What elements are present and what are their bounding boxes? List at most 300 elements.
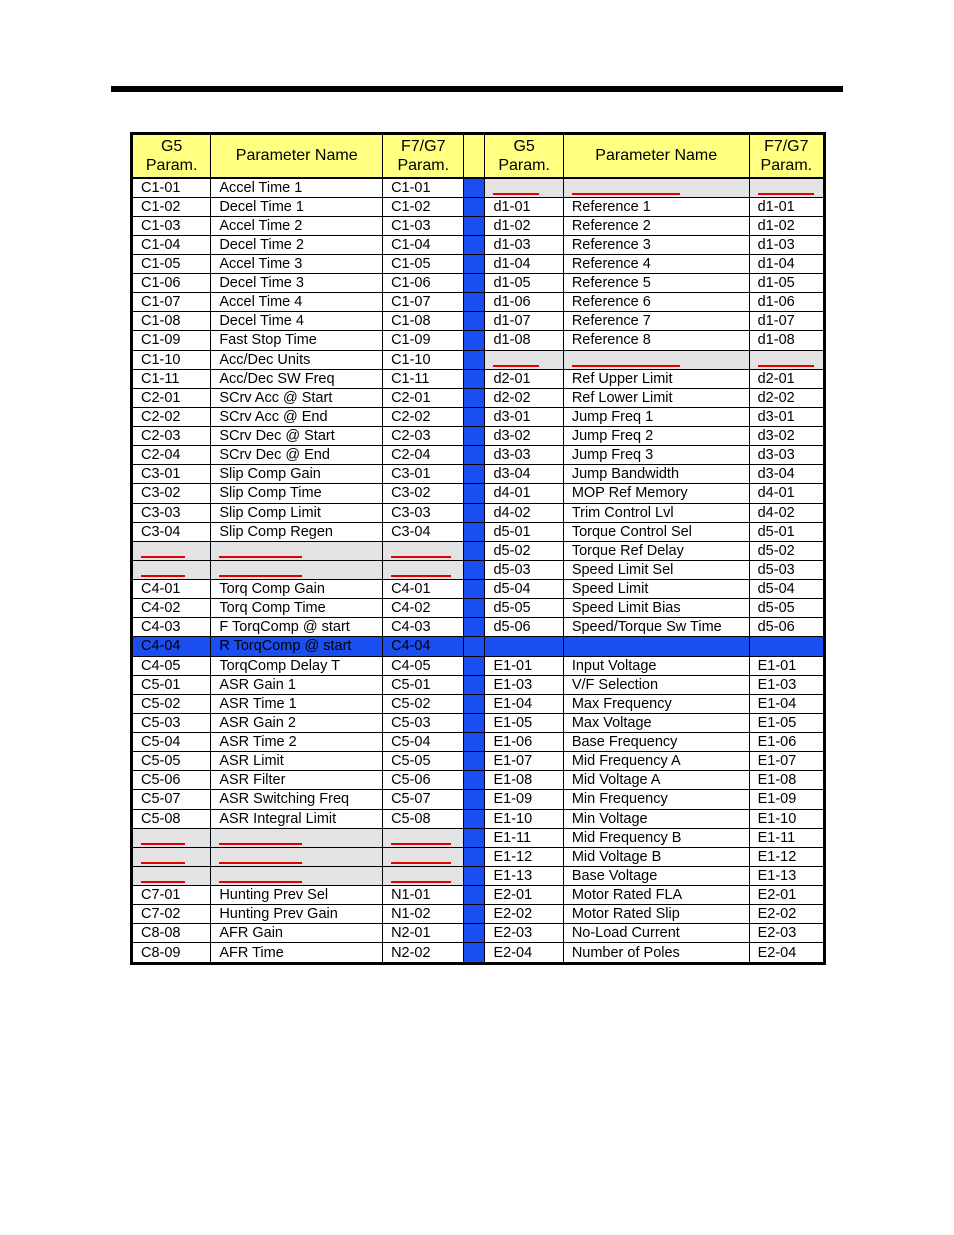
f7g7-param-cell: d2-01 bbox=[749, 369, 824, 388]
table-row bbox=[132, 407, 825, 426]
placeholder-underline bbox=[141, 575, 185, 577]
g5-param-cell: C4-03 bbox=[132, 618, 211, 637]
f7g7-param-cell: d1-01 bbox=[749, 197, 824, 216]
f7g7-param-cell: C2-01 bbox=[383, 388, 464, 407]
g5-param-cell: C1-10 bbox=[132, 350, 211, 369]
table-row bbox=[132, 369, 825, 388]
table-row bbox=[132, 197, 825, 216]
f7g7-param-cell bbox=[749, 350, 824, 369]
column-separator bbox=[464, 771, 485, 790]
column-separator bbox=[464, 694, 485, 713]
f7g7-param-cell: C1-01 bbox=[383, 178, 464, 198]
parameter-name-cell: Torque Control Sel bbox=[563, 522, 749, 541]
parameter-name-cell: Max Voltage bbox=[563, 713, 749, 732]
g5-param-cell: C1-02 bbox=[132, 197, 211, 216]
g5-param-cell: d1-05 bbox=[485, 274, 563, 293]
column-separator bbox=[464, 134, 485, 178]
g5-param-cell: E1-09 bbox=[485, 790, 563, 809]
parameter-name-cell: Motor Rated Slip bbox=[563, 905, 749, 924]
g5-param-cell: C1-06 bbox=[132, 274, 211, 293]
table-row bbox=[132, 254, 825, 273]
g5-param-cell: C4-04 bbox=[132, 637, 211, 656]
g5-param-cell: C3-02 bbox=[132, 484, 211, 503]
f7g7-param-cell bbox=[749, 637, 824, 656]
f7g7-param-cell: C1-04 bbox=[383, 235, 464, 254]
parameter-name-cell: Reference 7 bbox=[563, 312, 749, 331]
g5-param-cell bbox=[485, 178, 563, 198]
f7g7-param-cell: N1-02 bbox=[383, 905, 464, 924]
column-separator bbox=[464, 331, 485, 350]
f7g7-param-cell: C1-07 bbox=[383, 293, 464, 312]
f7g7-param-cell: d3-04 bbox=[749, 465, 824, 484]
parameter-name-cell bbox=[211, 866, 383, 885]
parameter-name-cell: Min Voltage bbox=[563, 809, 749, 828]
f7g7-param-cell: C1-03 bbox=[383, 216, 464, 235]
g5-param-cell: C4-02 bbox=[132, 599, 211, 618]
f7g7-param-cell: E1-03 bbox=[749, 675, 824, 694]
g5-param-cell bbox=[132, 866, 211, 885]
header-g5-param-right: G5 Param. bbox=[485, 134, 563, 178]
parameter-name-cell: Torque Ref Delay bbox=[563, 541, 749, 560]
parameter-name-cell: Speed Limit Sel bbox=[563, 560, 749, 579]
parameter-name-cell: No-Load Current bbox=[563, 924, 749, 943]
placeholder-underline bbox=[758, 365, 814, 367]
placeholder-underline bbox=[141, 843, 185, 845]
table-row bbox=[132, 427, 825, 446]
parameter-name-cell: Motor Rated FLA bbox=[563, 886, 749, 905]
f7g7-param-cell: C5-03 bbox=[383, 713, 464, 732]
g5-param-cell: d2-02 bbox=[485, 388, 563, 407]
parameter-name-cell: SCrv Dec @ End bbox=[211, 446, 383, 465]
f7g7-param-cell: d3-03 bbox=[749, 446, 824, 465]
column-separator bbox=[464, 407, 485, 426]
parameter-name-cell bbox=[211, 828, 383, 847]
parameter-cross-reference-table bbox=[130, 132, 826, 965]
f7g7-param-cell: C5-06 bbox=[383, 771, 464, 790]
parameter-name-cell: Torq Comp Time bbox=[211, 599, 383, 618]
g5-param-cell: C3-03 bbox=[132, 503, 211, 522]
g5-param-cell: d3-02 bbox=[485, 427, 563, 446]
f7g7-param-cell: C4-04 bbox=[383, 637, 464, 656]
f7g7-param-cell: C5-08 bbox=[383, 809, 464, 828]
g5-param-cell: E1-07 bbox=[485, 752, 563, 771]
parameter-name-cell: ASR Switching Freq bbox=[211, 790, 383, 809]
parameter-name-cell: ASR Gain 1 bbox=[211, 675, 383, 694]
f7g7-param-cell: C2-04 bbox=[383, 446, 464, 465]
table-row bbox=[132, 560, 825, 579]
g5-param-cell: d3-04 bbox=[485, 465, 563, 484]
placeholder-underline bbox=[391, 862, 451, 864]
g5-param-cell bbox=[485, 350, 563, 369]
column-separator bbox=[464, 369, 485, 388]
f7g7-param-cell: d4-02 bbox=[749, 503, 824, 522]
parameter-name-cell: Reference 5 bbox=[563, 274, 749, 293]
f7g7-param-cell: d1-05 bbox=[749, 274, 824, 293]
f7g7-param-cell: E2-03 bbox=[749, 924, 824, 943]
column-separator bbox=[464, 235, 485, 254]
parameter-name-cell bbox=[211, 847, 383, 866]
table-row bbox=[132, 599, 825, 618]
g5-param-cell bbox=[132, 560, 211, 579]
parameter-name-cell: Ref Upper Limit bbox=[563, 369, 749, 388]
g5-param-cell: d3-03 bbox=[485, 446, 563, 465]
g5-param-cell: C1-07 bbox=[132, 293, 211, 312]
header-row bbox=[132, 134, 825, 178]
g5-param-cell: C4-05 bbox=[132, 656, 211, 675]
column-separator bbox=[464, 522, 485, 541]
f7g7-param-cell: C3-03 bbox=[383, 503, 464, 522]
parameter-name-cell: Hunting Prev Gain bbox=[211, 905, 383, 924]
parameter-name-cell bbox=[211, 560, 383, 579]
placeholder-underline bbox=[493, 193, 539, 195]
f7g7-param-cell: C2-03 bbox=[383, 427, 464, 446]
g5-param-cell: C1-08 bbox=[132, 312, 211, 331]
placeholder-underline bbox=[141, 881, 185, 883]
g5-param-cell: d1-02 bbox=[485, 216, 563, 235]
g5-param-cell: C3-01 bbox=[132, 465, 211, 484]
parameter-name-cell: Mid Voltage A bbox=[563, 771, 749, 790]
f7g7-param-cell: E1-09 bbox=[749, 790, 824, 809]
g5-param-cell: E2-04 bbox=[485, 943, 563, 964]
parameter-name-cell: Decel Time 3 bbox=[211, 274, 383, 293]
f7g7-param-cell: N2-01 bbox=[383, 924, 464, 943]
g5-param-cell: C2-04 bbox=[132, 446, 211, 465]
parameter-name-cell: Min Frequency bbox=[563, 790, 749, 809]
parameter-name-cell: Jump Freq 3 bbox=[563, 446, 749, 465]
f7g7-param-cell: N1-01 bbox=[383, 886, 464, 905]
parameter-name-cell: Jump Bandwidth bbox=[563, 465, 749, 484]
parameter-name-cell: Speed/Torque Sw Time bbox=[563, 618, 749, 637]
placeholder-underline bbox=[141, 862, 185, 864]
column-separator bbox=[464, 216, 485, 235]
f7g7-param-cell: d5-05 bbox=[749, 599, 824, 618]
parameter-name-cell: SCrv Dec @ Start bbox=[211, 427, 383, 446]
g5-param-cell: E1-10 bbox=[485, 809, 563, 828]
g5-param-cell: E1-01 bbox=[485, 656, 563, 675]
f7g7-param-cell: E1-06 bbox=[749, 733, 824, 752]
table-row bbox=[132, 866, 825, 885]
table-row bbox=[132, 541, 825, 560]
parameter-name-cell: Speed Limit Bias bbox=[563, 599, 749, 618]
column-separator bbox=[464, 560, 485, 579]
parameter-name-cell: Slip Comp Limit bbox=[211, 503, 383, 522]
f7g7-param-cell: d2-02 bbox=[749, 388, 824, 407]
f7g7-param-cell: E2-04 bbox=[749, 943, 824, 964]
parameter-name-cell: AFR Gain bbox=[211, 924, 383, 943]
column-separator bbox=[464, 599, 485, 618]
table-row bbox=[132, 886, 825, 905]
column-separator bbox=[464, 178, 485, 198]
parameter-name-cell: ASR Filter bbox=[211, 771, 383, 790]
f7g7-param-cell: E1-01 bbox=[749, 656, 824, 675]
g5-param-cell: C1-09 bbox=[132, 331, 211, 350]
column-separator bbox=[464, 484, 485, 503]
table-row bbox=[132, 752, 825, 771]
g5-param-cell: C7-01 bbox=[132, 886, 211, 905]
f7g7-param-cell: C1-11 bbox=[383, 369, 464, 388]
table-row bbox=[132, 235, 825, 254]
f7g7-param-cell: E1-12 bbox=[749, 847, 824, 866]
g5-param-cell: C8-09 bbox=[132, 943, 211, 964]
parameter-name-cell: Number of Poles bbox=[563, 943, 749, 964]
parameter-name-cell: AFR Time bbox=[211, 943, 383, 964]
f7g7-param-cell: C2-02 bbox=[383, 407, 464, 426]
parameter-name-cell: Acc/Dec Units bbox=[211, 350, 383, 369]
f7g7-param-cell: C3-01 bbox=[383, 465, 464, 484]
column-separator bbox=[464, 866, 485, 885]
g5-param-cell: d5-03 bbox=[485, 560, 563, 579]
f7g7-param-cell: E1-04 bbox=[749, 694, 824, 713]
column-separator bbox=[464, 886, 485, 905]
parameter-name-cell: Reference 8 bbox=[563, 331, 749, 350]
table-row bbox=[132, 809, 825, 828]
parameter-name-cell: Speed Limit bbox=[563, 580, 749, 599]
table-row bbox=[132, 713, 825, 732]
g5-param-cell: C5-03 bbox=[132, 713, 211, 732]
header-parameter-name-left: Parameter Name bbox=[211, 134, 383, 178]
f7g7-param-cell: d5-06 bbox=[749, 618, 824, 637]
f7g7-param-cell: C4-05 bbox=[383, 656, 464, 675]
f7g7-param-cell: C3-04 bbox=[383, 522, 464, 541]
f7g7-param-cell: C5-01 bbox=[383, 675, 464, 694]
table-row bbox=[132, 522, 825, 541]
column-separator bbox=[464, 618, 485, 637]
table-row bbox=[132, 618, 825, 637]
parameter-name-cell: Trim Control Lvl bbox=[563, 503, 749, 522]
parameter-name-cell: Slip Comp Gain bbox=[211, 465, 383, 484]
f7g7-param-cell: E1-13 bbox=[749, 866, 824, 885]
parameter-name-cell: SCrv Acc @ Start bbox=[211, 388, 383, 407]
g5-param-cell: d5-06 bbox=[485, 618, 563, 637]
g5-param-cell: E1-06 bbox=[485, 733, 563, 752]
placeholder-underline bbox=[219, 843, 302, 845]
g5-param-cell: C1-04 bbox=[132, 235, 211, 254]
parameter-name-cell: Base Frequency bbox=[563, 733, 749, 752]
table-row bbox=[132, 790, 825, 809]
column-separator bbox=[464, 274, 485, 293]
parameter-name-cell: Torq Comp Gain bbox=[211, 580, 383, 599]
f7g7-param-cell bbox=[383, 866, 464, 885]
column-separator bbox=[464, 847, 485, 866]
placeholder-underline bbox=[391, 575, 451, 577]
column-separator bbox=[464, 350, 485, 369]
g5-param-cell: C5-04 bbox=[132, 733, 211, 752]
parameter-name-cell: Mid Voltage B bbox=[563, 847, 749, 866]
parameter-name-cell: MOP Ref Memory bbox=[563, 484, 749, 503]
placeholder-underline bbox=[219, 575, 302, 577]
g5-param-cell: E1-04 bbox=[485, 694, 563, 713]
table-body bbox=[132, 178, 825, 964]
g5-param-cell: C5-08 bbox=[132, 809, 211, 828]
g5-param-cell bbox=[485, 637, 563, 656]
f7g7-param-cell bbox=[383, 541, 464, 560]
parameter-name-cell: TorqComp Delay T bbox=[211, 656, 383, 675]
g5-param-cell: C2-01 bbox=[132, 388, 211, 407]
parameter-name-cell: Jump Freq 1 bbox=[563, 407, 749, 426]
parameter-name-cell: Accel Time 2 bbox=[211, 216, 383, 235]
parameter-name-cell: SCrv Acc @ End bbox=[211, 407, 383, 426]
f7g7-param-cell: C1-08 bbox=[383, 312, 464, 331]
column-separator bbox=[464, 733, 485, 752]
column-separator bbox=[464, 254, 485, 273]
f7g7-param-cell: E1-05 bbox=[749, 713, 824, 732]
f7g7-param-cell: C4-01 bbox=[383, 580, 464, 599]
table-row bbox=[132, 943, 825, 964]
f7g7-param-cell: d1-08 bbox=[749, 331, 824, 350]
parameter-name-cell: Slip Comp Regen bbox=[211, 522, 383, 541]
column-separator bbox=[464, 713, 485, 732]
table-row bbox=[132, 847, 825, 866]
table-row bbox=[132, 293, 825, 312]
f7g7-param-cell: d1-04 bbox=[749, 254, 824, 273]
f7g7-param-cell: d5-01 bbox=[749, 522, 824, 541]
parameter-name-cell bbox=[563, 178, 749, 198]
table-row bbox=[132, 484, 825, 503]
parameter-name-cell: Accel Time 3 bbox=[211, 254, 383, 273]
table-row bbox=[132, 350, 825, 369]
f7g7-param-cell: C1-06 bbox=[383, 274, 464, 293]
parameter-name-cell: Hunting Prev Sel bbox=[211, 886, 383, 905]
f7g7-param-cell: d1-02 bbox=[749, 216, 824, 235]
f7g7-param-cell bbox=[749, 178, 824, 198]
parameter-name-cell: ASR Time 1 bbox=[211, 694, 383, 713]
f7g7-param-cell: d1-06 bbox=[749, 293, 824, 312]
g5-param-cell bbox=[132, 541, 211, 560]
column-separator bbox=[464, 752, 485, 771]
g5-param-cell: C5-02 bbox=[132, 694, 211, 713]
table-row bbox=[132, 503, 825, 522]
placeholder-underline bbox=[219, 881, 302, 883]
f7g7-param-cell: d3-01 bbox=[749, 407, 824, 426]
g5-param-cell: E2-01 bbox=[485, 886, 563, 905]
g5-param-cell: C4-01 bbox=[132, 580, 211, 599]
column-separator bbox=[464, 924, 485, 943]
g5-param-cell: C5-01 bbox=[132, 675, 211, 694]
parameter-name-cell: R TorqComp @ start bbox=[211, 637, 383, 656]
f7g7-param-cell: d4-01 bbox=[749, 484, 824, 503]
parameter-name-cell bbox=[563, 637, 749, 656]
f7g7-param-cell: E1-10 bbox=[749, 809, 824, 828]
parameter-name-cell: F TorqComp @ start bbox=[211, 618, 383, 637]
parameter-name-cell: Accel Time 4 bbox=[211, 293, 383, 312]
f7g7-param-cell: C5-02 bbox=[383, 694, 464, 713]
table-row bbox=[132, 216, 825, 235]
column-separator bbox=[464, 293, 485, 312]
f7g7-param-cell: d5-04 bbox=[749, 580, 824, 599]
parameter-name-cell: Reference 2 bbox=[563, 216, 749, 235]
g5-param-cell: d5-04 bbox=[485, 580, 563, 599]
g5-param-cell: C8-08 bbox=[132, 924, 211, 943]
table-row bbox=[132, 733, 825, 752]
column-separator bbox=[464, 809, 485, 828]
placeholder-underline bbox=[758, 193, 814, 195]
g5-param-cell: E2-02 bbox=[485, 905, 563, 924]
g5-param-cell bbox=[132, 847, 211, 866]
parameter-name-cell: Decel Time 2 bbox=[211, 235, 383, 254]
parameter-name-cell: Acc/Dec SW Freq bbox=[211, 369, 383, 388]
g5-param-cell: C2-03 bbox=[132, 427, 211, 446]
table-row bbox=[132, 446, 825, 465]
g5-param-cell: E1-03 bbox=[485, 675, 563, 694]
header-parameter-name-right: Parameter Name bbox=[563, 134, 749, 178]
g5-param-cell: E1-05 bbox=[485, 713, 563, 732]
placeholder-underline bbox=[219, 556, 302, 558]
parameter-name-cell: Base Voltage bbox=[563, 866, 749, 885]
column-separator bbox=[464, 446, 485, 465]
parameter-name-cell: Decel Time 4 bbox=[211, 312, 383, 331]
f7g7-param-cell: N2-02 bbox=[383, 943, 464, 964]
f7g7-param-cell: d3-02 bbox=[749, 427, 824, 446]
g5-param-cell: C1-03 bbox=[132, 216, 211, 235]
parameter-name-cell: ASR Integral Limit bbox=[211, 809, 383, 828]
column-separator bbox=[464, 465, 485, 484]
f7g7-param-cell: C5-05 bbox=[383, 752, 464, 771]
g5-param-cell: C5-07 bbox=[132, 790, 211, 809]
f7g7-param-cell: d5-02 bbox=[749, 541, 824, 560]
table-row bbox=[132, 694, 825, 713]
parameter-name-cell: Reference 1 bbox=[563, 197, 749, 216]
placeholder-underline bbox=[572, 365, 680, 367]
parameter-name-cell: Reference 6 bbox=[563, 293, 749, 312]
table-row bbox=[132, 675, 825, 694]
table-row bbox=[132, 771, 825, 790]
g5-param-cell: C5-05 bbox=[132, 752, 211, 771]
column-separator bbox=[464, 637, 485, 656]
g5-param-cell: E2-03 bbox=[485, 924, 563, 943]
g5-param-cell: d1-04 bbox=[485, 254, 563, 273]
f7g7-param-cell bbox=[383, 828, 464, 847]
g5-param-cell: d2-01 bbox=[485, 369, 563, 388]
table-row bbox=[132, 312, 825, 331]
column-separator bbox=[464, 541, 485, 560]
parameter-name-cell: ASR Gain 2 bbox=[211, 713, 383, 732]
parameter-name-cell: Slip Comp Time bbox=[211, 484, 383, 503]
g5-param-cell bbox=[132, 828, 211, 847]
column-separator bbox=[464, 312, 485, 331]
column-separator bbox=[464, 656, 485, 675]
g5-param-cell: C1-05 bbox=[132, 254, 211, 273]
parameter-name-cell: V/F Selection bbox=[563, 675, 749, 694]
placeholder-underline bbox=[391, 556, 451, 558]
g5-param-cell: E1-11 bbox=[485, 828, 563, 847]
parameter-name-cell: Reference 4 bbox=[563, 254, 749, 273]
f7g7-param-cell bbox=[383, 847, 464, 866]
g5-param-cell: E1-13 bbox=[485, 866, 563, 885]
g5-param-cell: d5-01 bbox=[485, 522, 563, 541]
parameter-name-cell: Input Voltage bbox=[563, 656, 749, 675]
f7g7-param-cell: C5-07 bbox=[383, 790, 464, 809]
g5-param-cell: d4-01 bbox=[485, 484, 563, 503]
table-row bbox=[132, 178, 825, 198]
f7g7-param-cell: E2-02 bbox=[749, 905, 824, 924]
g5-param-cell: d1-08 bbox=[485, 331, 563, 350]
g5-param-cell: d4-02 bbox=[485, 503, 563, 522]
placeholder-underline bbox=[219, 862, 302, 864]
table-row bbox=[132, 388, 825, 407]
table-row bbox=[132, 274, 825, 293]
parameter-name-cell: ASR Limit bbox=[211, 752, 383, 771]
top-rule bbox=[111, 86, 843, 92]
placeholder-underline bbox=[391, 843, 451, 845]
f7g7-param-cell: d5-03 bbox=[749, 560, 824, 579]
placeholder-underline bbox=[572, 193, 680, 195]
g5-param-cell: d1-03 bbox=[485, 235, 563, 254]
f7g7-param-cell: E1-08 bbox=[749, 771, 824, 790]
g5-param-cell: d1-06 bbox=[485, 293, 563, 312]
parameter-name-cell: Max Frequency bbox=[563, 694, 749, 713]
column-separator bbox=[464, 905, 485, 924]
f7g7-param-cell: E1-11 bbox=[749, 828, 824, 847]
